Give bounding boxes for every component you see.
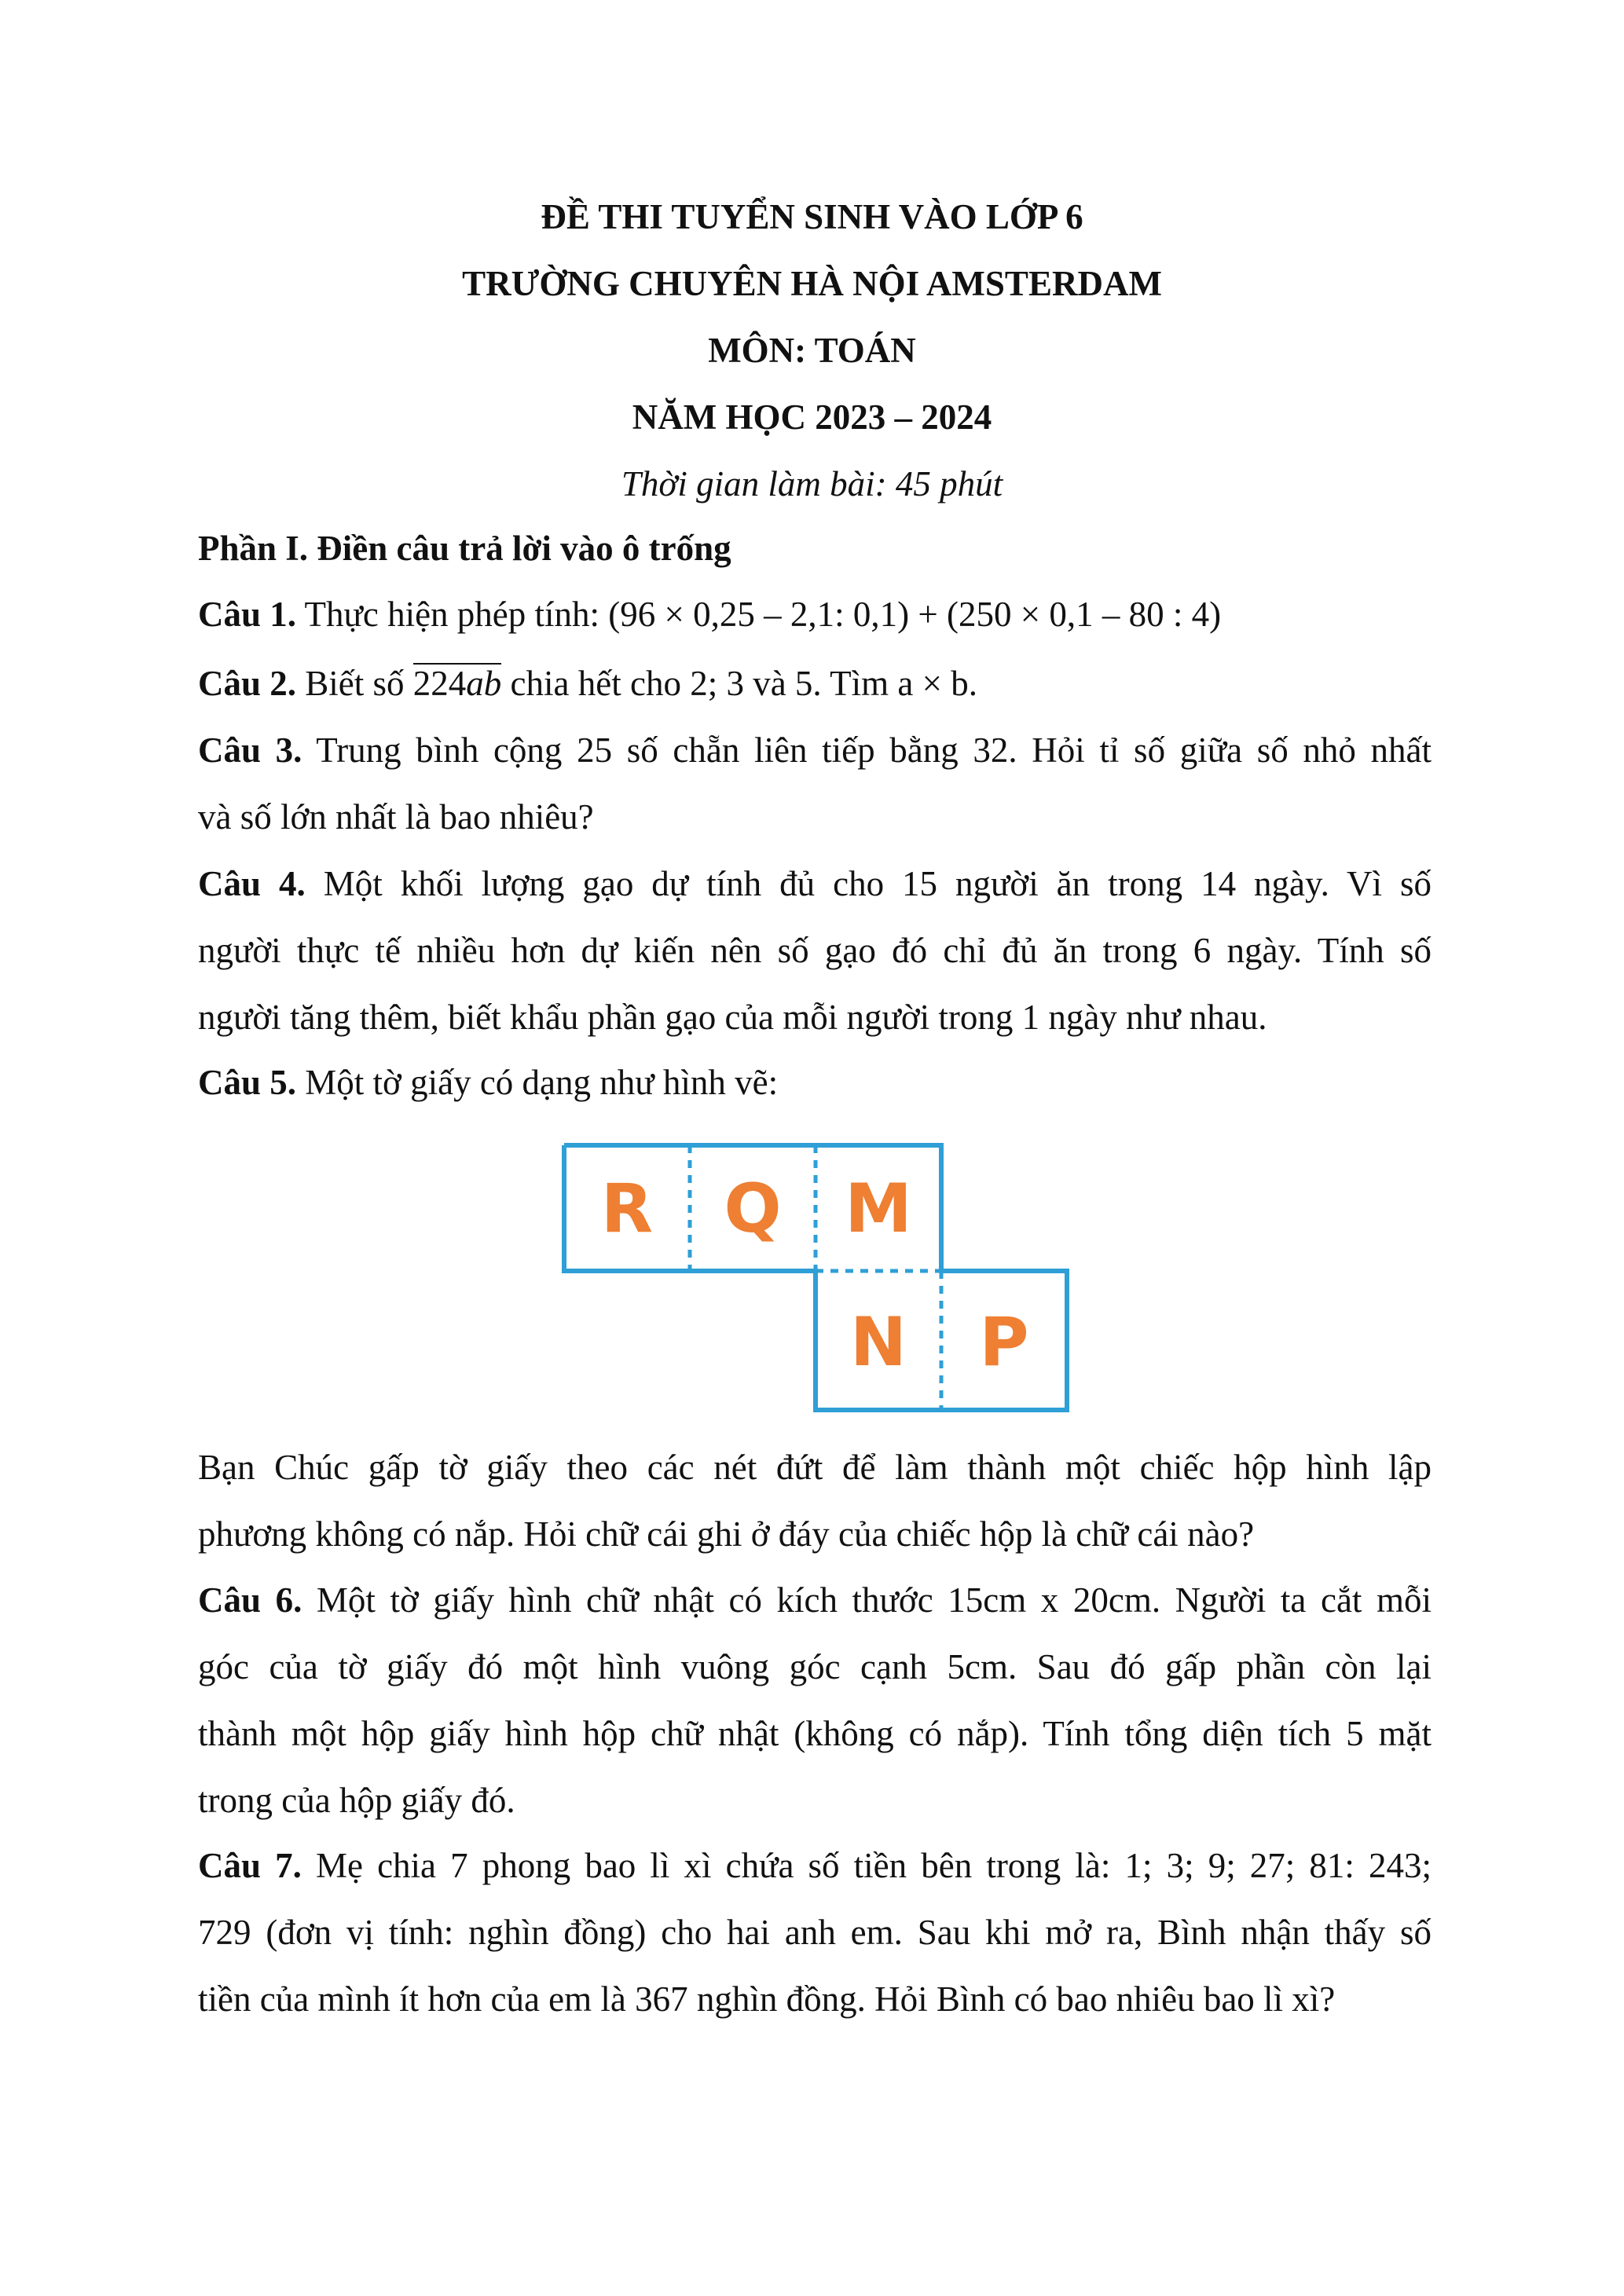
- question-3-line-2: và số lớn nhất là bao nhiêu?: [198, 797, 594, 837]
- question-text: Một tờ giấy hình chữ nhật có kích thước 15cm x 20cm. Người ta cắt mỗi: [302, 1580, 1432, 1620]
- question-4-line-3: người tăng thêm, biết khẩu phần gạo của mỗi người trong 1 ngày như nhau.: [198, 998, 1267, 1037]
- question-text: Một khối lượng gạo dự tính đủ cho 15 người ăn trong 14 ngày. Vì số: [305, 864, 1432, 903]
- question-6-line-2: góc của tờ giấy đó một hình vuông góc cạnh 5cm. Sau đó gấp phần còn lại: [198, 1647, 1432, 1686]
- question-6-line-4: trong của hộp giấy đó.: [198, 1781, 515, 1820]
- question-2: [198, 660, 1432, 707]
- question-label: Câu 6.: [198, 1580, 302, 1620]
- number-digits: 224: [412, 664, 467, 703]
- letter-m: M: [845, 1170, 912, 1248]
- question-4-line-2: người thực tế nhiều hơn dự kiến nên số gạo đó chỉ đủ ăn trong 6 ngày. Tính số: [198, 931, 1432, 970]
- question-6-line-3: thành một hộp giấy hình hộp chữ nhật (không có nắp). Tính tổng diện tích 5 mặt: [198, 1714, 1432, 1753]
- question-6-line-1: [198, 1576, 1432, 1624]
- overlined-number: [413, 663, 502, 701]
- number-letters: ab: [466, 664, 502, 703]
- question-label: Câu 5.: [198, 1063, 297, 1102]
- section-heading: Phần I. Điền câu trả lời vào ô trống: [198, 529, 731, 568]
- letter-n: N: [850, 1303, 907, 1382]
- question-label: Câu 7.: [198, 1846, 302, 1885]
- question-label: Câu 2.: [198, 664, 297, 703]
- letter-r: R: [600, 1170, 654, 1248]
- question-text: Một tờ giấy có dạng như hình vẽ:: [296, 1063, 779, 1102]
- cube-net-figure: [562, 1143, 1072, 1414]
- question-7-line-3: tiền của mình ít hơn của em là 367 nghìn đồng. Hỏi Bình có bao nhiêu bao lì xì?: [198, 1979, 1336, 2019]
- question-5-line-3: phương không có nắp. Hỏi chữ cái ghi ở đáy của chiếc hộp là chữ cái nào?: [198, 1514, 1255, 1554]
- letter-p: P: [979, 1303, 1029, 1382]
- question-text: Biết số: [296, 664, 413, 703]
- question-1: [198, 591, 1432, 638]
- question-4-line-1: [198, 860, 1432, 907]
- question-7-line-2: 729 (đơn vị tính: nghìn đồng) cho hai anh em. Sau khi mở ra, Bình nhận thấy số: [198, 1913, 1432, 1952]
- question-label: Câu 3.: [198, 731, 302, 770]
- question-7-line-1: [198, 1842, 1432, 1889]
- school-name: TRƯỜNG CHUYÊN HÀ NỘI AMSTERDAM: [462, 264, 1162, 303]
- question-text: Mẹ chia 7 phong bao lì xì chứa số tiền bên trong là: 1; 3; 9; 27; 81: 243;: [301, 1846, 1432, 1885]
- subject: MÔN: TOÁN: [708, 331, 916, 370]
- question-5-line-2: Bạn Chúc gấp tờ giấy theo các nét đứt để làm thành một chiếc hộp hình lập: [198, 1448, 1432, 1487]
- question-label: Câu 1.: [198, 595, 297, 634]
- letter-q: Q: [724, 1170, 782, 1248]
- time-allowed: Thời gian làm bài: 45 phút: [621, 464, 1003, 504]
- question-5: [198, 1059, 1432, 1106]
- school-year: NĂM HỌC 2023 – 2024: [632, 397, 992, 437]
- question-text: Thực hiện phép tính: (96 × 0,25 – 2,1: 0,1) + (250 × 0,1 – 80 : 4): [296, 595, 1222, 634]
- exam-title: ĐỀ THI TUYỂN SINH VÀO LỚP 6: [541, 197, 1083, 236]
- question-label: Câu 4.: [198, 864, 306, 903]
- question-text: Trung bình cộng 25 số chẵn liên tiếp bằng 32. Hỏi tỉ số giữa số nhỏ nhất: [302, 731, 1432, 770]
- question-text-cont: chia hết cho 2; 3 và 5. Tìm a × b.: [501, 664, 977, 703]
- question-3-line-1: [198, 727, 1432, 774]
